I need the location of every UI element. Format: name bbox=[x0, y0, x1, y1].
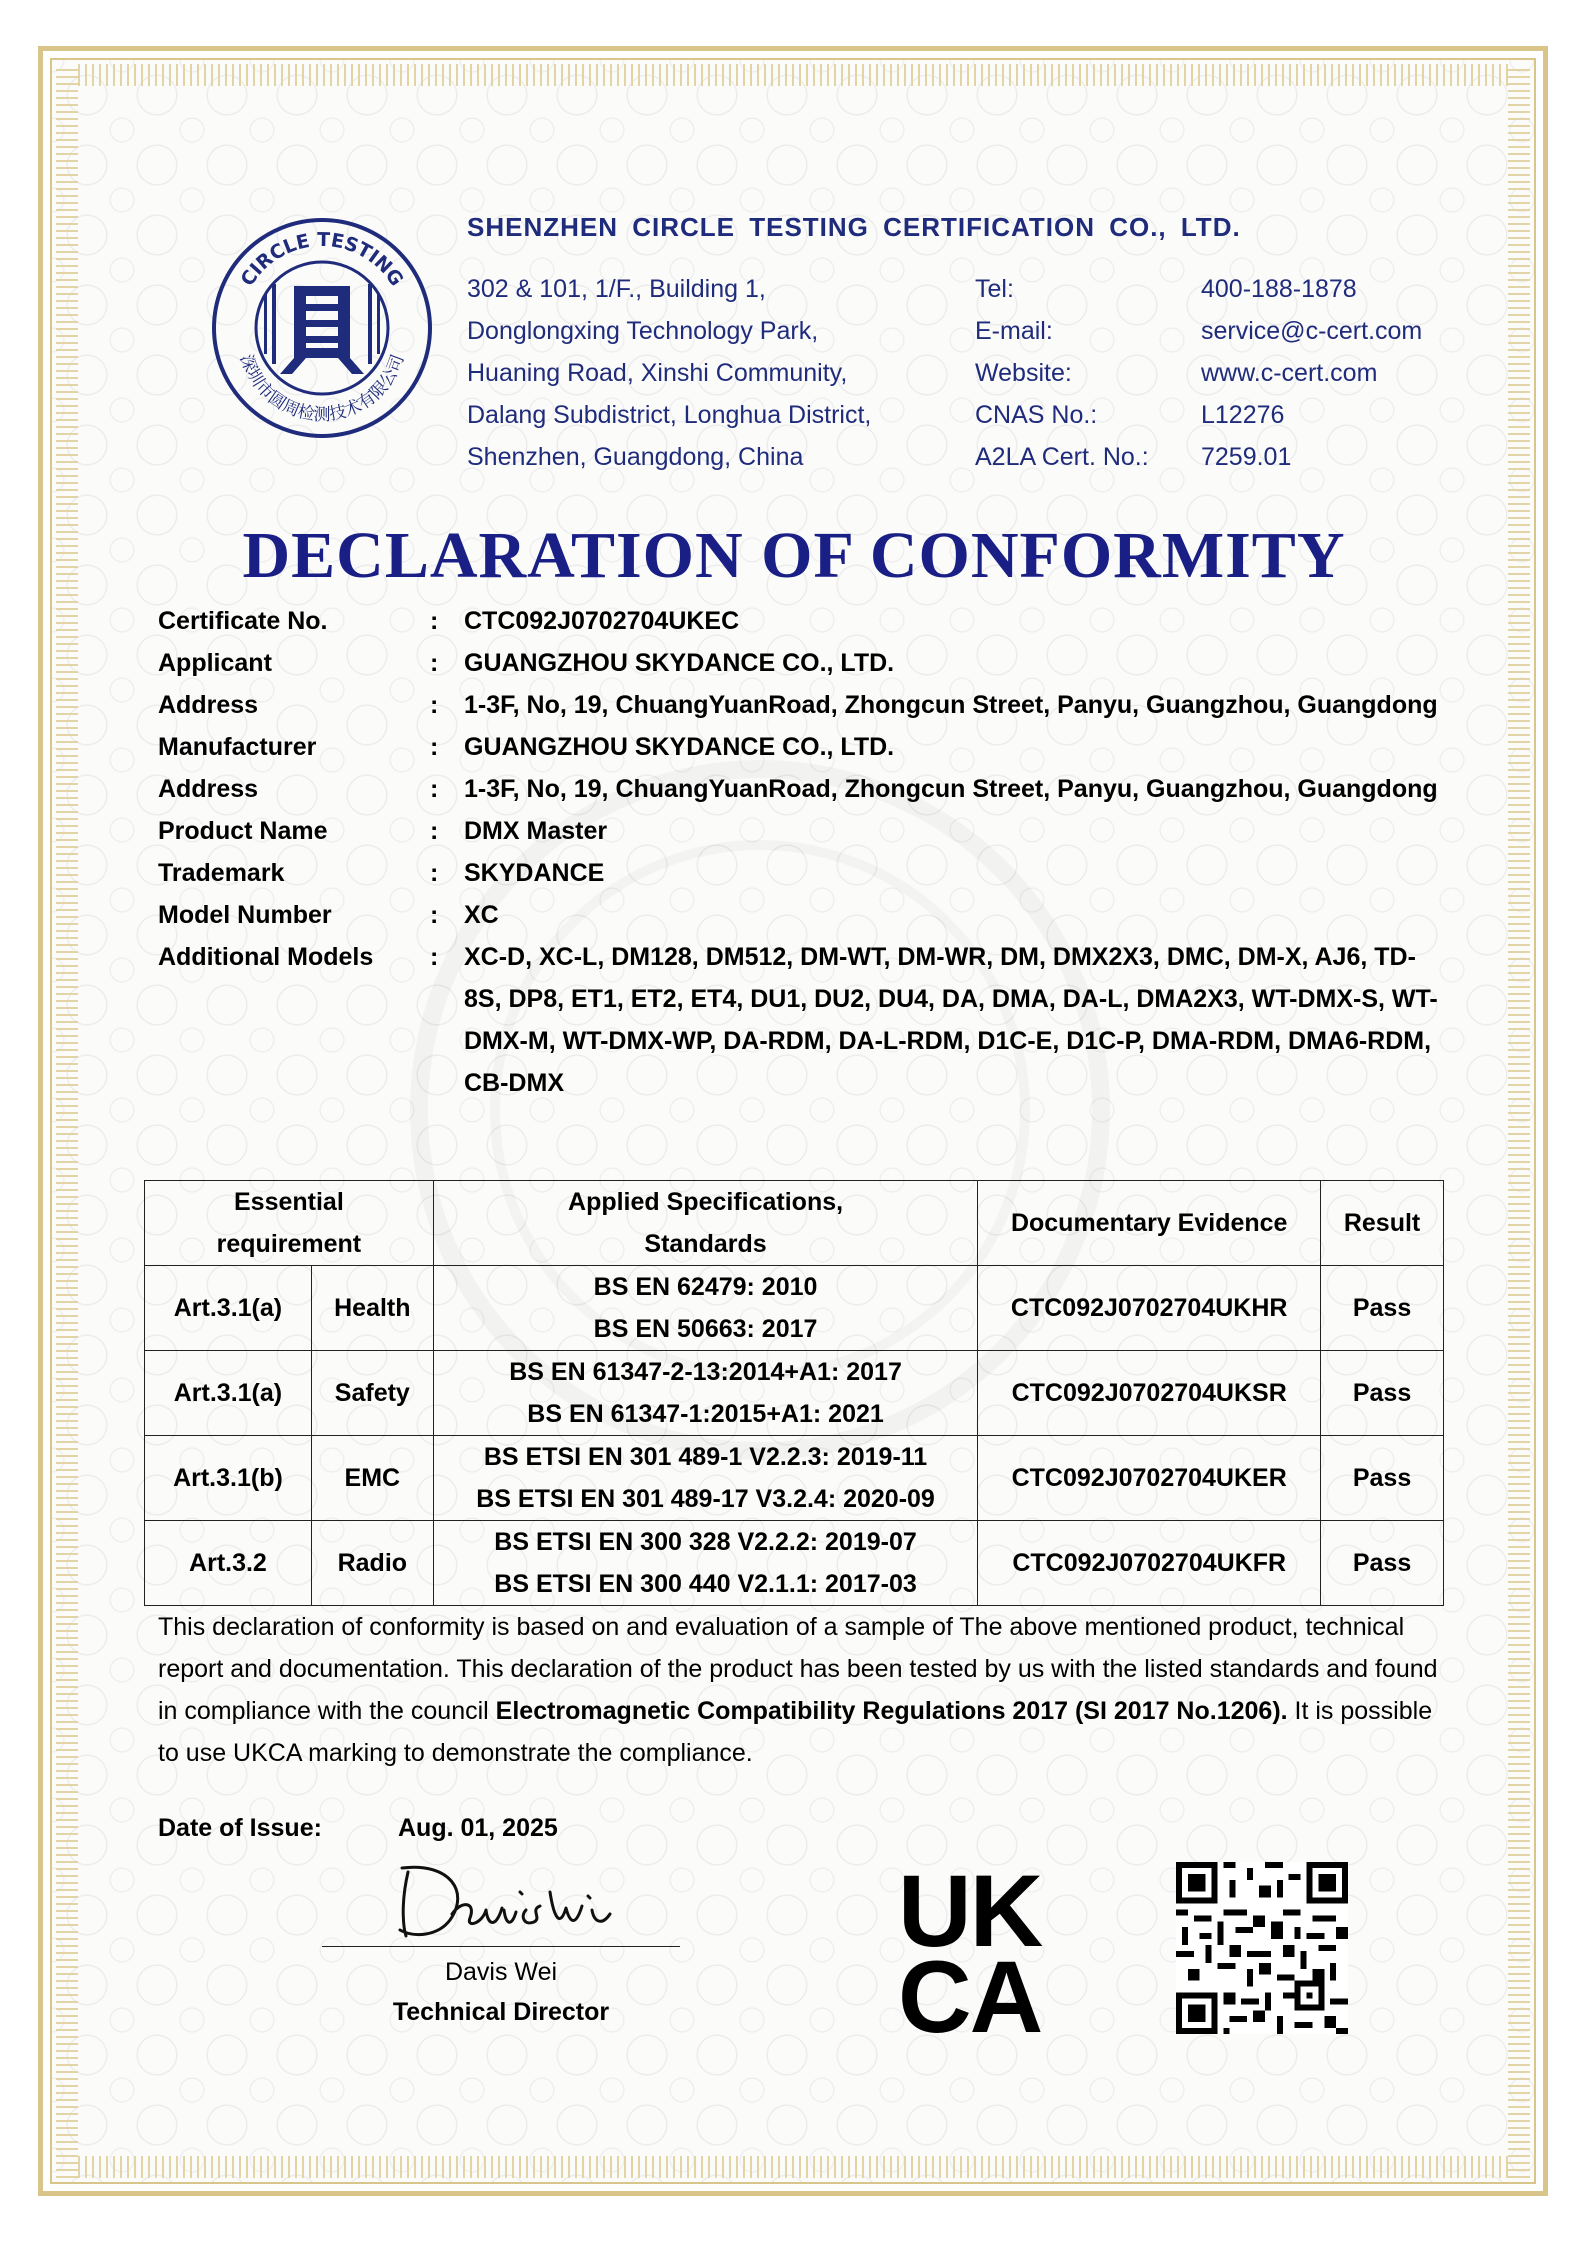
signature-image bbox=[390, 1852, 620, 1947]
address-line: Huaning Road, Xinshi Community, bbox=[467, 359, 848, 387]
spec-cell bbox=[433, 1521, 978, 1606]
manufacturer-address-value: 1-3F, No, 19, ChuangYuanRoad, Zhongcun Street, Panyu, Guangzhou, Guangdong bbox=[464, 775, 1438, 803]
contact-label: A2LA Cert. No.: bbox=[975, 443, 1149, 471]
address-line: Donglongxing Technology Park, bbox=[467, 317, 819, 345]
field-row bbox=[158, 810, 1448, 852]
spec-cell bbox=[433, 1266, 978, 1351]
spec-line: BS EN 50663: 2017 bbox=[593, 1315, 818, 1343]
result-cell: Pass bbox=[1321, 1351, 1444, 1436]
field-label: Trademark bbox=[158, 859, 285, 887]
field-label: Product Name bbox=[158, 817, 328, 845]
contact-tel: 400-188-1878 bbox=[1201, 275, 1357, 303]
spec-line: BS ETSI EN 301 489-1 V2.2.3: 2019-11 bbox=[483, 1443, 928, 1471]
table-row bbox=[145, 1266, 1444, 1351]
logo-top-text: CIRCLE TESTING bbox=[236, 228, 408, 291]
table-row bbox=[145, 1351, 1444, 1436]
evidence-cell: CTC092J0702704UKFR bbox=[978, 1521, 1321, 1606]
article-cell: Art.3.1(b) bbox=[145, 1436, 312, 1521]
declaration-regulation: Electromagnetic Compatibility Regulations 2017 (SI 2017 No.1206). bbox=[495, 1697, 1288, 1725]
evidence-cell: CTC092J0702704UKSR bbox=[978, 1351, 1321, 1436]
company-address bbox=[467, 268, 871, 478]
company-contacts bbox=[975, 268, 1422, 478]
field-row bbox=[158, 642, 1448, 684]
ukca-line-2: CA bbox=[898, 1940, 1042, 2054]
field-label: Additional Models bbox=[158, 943, 374, 971]
left-border-hatch bbox=[56, 64, 78, 2178]
manufacturer-value: GUANGZHOU SKYDANCE CO., LTD. bbox=[464, 733, 895, 761]
spec-line: BS EN 61347-1:2015+A1: 2021 bbox=[527, 1400, 884, 1428]
certificate-number: CTC092J0702704UKEC bbox=[464, 607, 740, 635]
field-label: Address bbox=[158, 775, 259, 803]
applicant-address-value: 1-3F, No, 19, ChuangYuanRoad, Zhongcun Street, Panyu, Guangzhou, Guangdong bbox=[464, 691, 1438, 719]
address-line: Dalang Subdistrict, Longhua District, bbox=[467, 401, 872, 429]
field-separator: : bbox=[430, 649, 439, 677]
field-separator: : bbox=[430, 775, 439, 803]
table-header-row bbox=[145, 1181, 1444, 1266]
certificate-fields bbox=[158, 600, 1448, 1104]
contact-label: CNAS No.: bbox=[975, 401, 1098, 429]
ukca-mark bbox=[898, 1854, 1068, 2054]
company-name: SHENZHEN CIRCLE TESTING CERTIFICATION CO., LTD. bbox=[467, 212, 1241, 242]
field-row bbox=[158, 600, 1448, 642]
field-separator: : bbox=[430, 607, 439, 635]
logo-bottom-text: 深圳市圆周检测技术有限公司 bbox=[235, 351, 409, 425]
field-label: Manufacturer bbox=[158, 733, 317, 761]
signature-line bbox=[322, 1946, 680, 1947]
category-cell: EMC bbox=[311, 1436, 433, 1521]
field-separator: : bbox=[430, 733, 439, 761]
field-separator: : bbox=[430, 817, 439, 845]
category-cell: Radio bbox=[311, 1521, 433, 1606]
date-label: Date of Issue: bbox=[158, 1814, 322, 1842]
field-separator: : bbox=[430, 859, 439, 887]
date-of-issue bbox=[158, 1814, 558, 1843]
document-title: DECLARATION OF CONFORMITY bbox=[242, 519, 1346, 592]
table-row bbox=[145, 1436, 1444, 1521]
field-row bbox=[158, 936, 1448, 1104]
product-name-value: DMX Master bbox=[464, 817, 608, 845]
contact-label: Tel: bbox=[975, 275, 1014, 303]
evidence-cell: CTC092J0702704UKER bbox=[978, 1436, 1321, 1521]
bottom-border-hatch bbox=[78, 2156, 1508, 2178]
header-specs: Applied Specifications, Standards bbox=[433, 1181, 978, 1266]
evidence-cell: CTC092J0702704UKHR bbox=[978, 1266, 1321, 1351]
model-number-value: XC bbox=[464, 901, 499, 929]
date-value: Aug. 01, 2025 bbox=[398, 1814, 558, 1842]
spec-line: BS ETSI EN 300 440 V2.1.1: 2017-03 bbox=[494, 1570, 917, 1598]
applicant-value: GUANGZHOU SKYDANCE CO., LTD. bbox=[464, 649, 895, 677]
declaration-text bbox=[158, 1606, 1448, 1774]
spec-cell bbox=[433, 1436, 978, 1521]
result-cell: Pass bbox=[1321, 1266, 1444, 1351]
signatory-title: Technical Director bbox=[392, 1998, 610, 2026]
field-label: Model Number bbox=[158, 901, 332, 929]
contact-website: www.c-cert.com bbox=[1201, 359, 1378, 387]
field-row bbox=[158, 852, 1448, 894]
right-border-hatch bbox=[1508, 64, 1530, 2178]
top-border-hatch bbox=[78, 64, 1508, 86]
svg-text:深圳市圆周检测技术有限公司 bbox=[236, 352, 409, 425]
header-evidence: Documentary Evidence bbox=[978, 1181, 1321, 1266]
contact-cnas: L12276 bbox=[1201, 401, 1285, 429]
result-cell: Pass bbox=[1321, 1521, 1444, 1606]
declaration-part1: This declaration of conformity is based on and evaluation of a sample of The above mentioned product, technical report and documentation. This declaration of the product has been tested by us with the listed standards and found in compliance with the council bbox=[158, 1613, 1438, 1725]
standards-table bbox=[144, 1180, 1444, 1606]
spec-line: BS EN 62479: 2010 bbox=[593, 1273, 818, 1301]
additional-models-value: XC-D, XC-L, DM128, DM512, DM-WT, DM-WR, DM, DMX2X3, DMC, DM-X, AJ6, TD-8S, DP8, ET1, ET2, ET4, DU1, DU2, DU4, DA, DMA, DA-L, DMA2X3, WT-DMX-S, WT-DMX-M, WT-DMX-WP, DA-RDM, DA-L-RDM, D1C-E, D1C-P, DMA-RDM, DMA6-RDM, CB-DMX bbox=[464, 943, 1438, 1097]
spec-cell bbox=[433, 1351, 978, 1436]
declaration-part2: It is possible to use UKCA marking to demonstrate the compliance. bbox=[158, 1697, 1433, 1767]
field-row bbox=[158, 894, 1448, 936]
trademark-value: SKYDANCE bbox=[464, 859, 605, 887]
field-separator: : bbox=[430, 691, 439, 719]
address-line: 302 & 101, 1/F., Building 1, bbox=[467, 275, 766, 303]
contact-label: E-mail: bbox=[975, 317, 1053, 345]
ukca-line-1: UK bbox=[898, 1854, 1042, 1968]
field-label: Applicant bbox=[158, 649, 272, 677]
field-separator: : bbox=[430, 901, 439, 929]
article-cell: Art.3.2 bbox=[145, 1521, 312, 1606]
result-cell: Pass bbox=[1321, 1436, 1444, 1521]
header-result: Result bbox=[1321, 1181, 1444, 1266]
circle-testing-logo bbox=[210, 216, 434, 440]
table-row bbox=[145, 1521, 1444, 1606]
contact-a2la: 7259.01 bbox=[1201, 443, 1292, 471]
address-line: Shenzhen, Guangdong, China bbox=[467, 443, 804, 471]
field-row bbox=[158, 726, 1448, 768]
article-cell: Art.3.1(a) bbox=[145, 1351, 312, 1436]
article-cell: Art.3.1(a) bbox=[145, 1266, 312, 1351]
qr-code bbox=[1176, 1862, 1348, 2034]
category-cell: Safety bbox=[311, 1351, 433, 1436]
field-separator: : bbox=[430, 943, 439, 971]
spec-line: BS ETSI EN 300 328 V2.2.2: 2019-07 bbox=[494, 1528, 917, 1556]
signatory-name: Davis Wei bbox=[444, 1958, 558, 1986]
field-row bbox=[158, 684, 1448, 726]
field-row bbox=[158, 768, 1448, 810]
contact-email: service@c-cert.com bbox=[1201, 317, 1423, 345]
field-label: Address bbox=[158, 691, 259, 719]
field-label: Certificate No. bbox=[158, 607, 328, 635]
category-cell: Health bbox=[311, 1266, 433, 1351]
spec-line: BS ETSI EN 301 489-17 V3.2.4: 2020-09 bbox=[476, 1485, 935, 1513]
spec-line: BS EN 61347-2-13:2014+A1: 2017 bbox=[509, 1358, 902, 1386]
header-essential: Essential requirement bbox=[145, 1181, 434, 1266]
contact-label: Website: bbox=[975, 359, 1072, 387]
